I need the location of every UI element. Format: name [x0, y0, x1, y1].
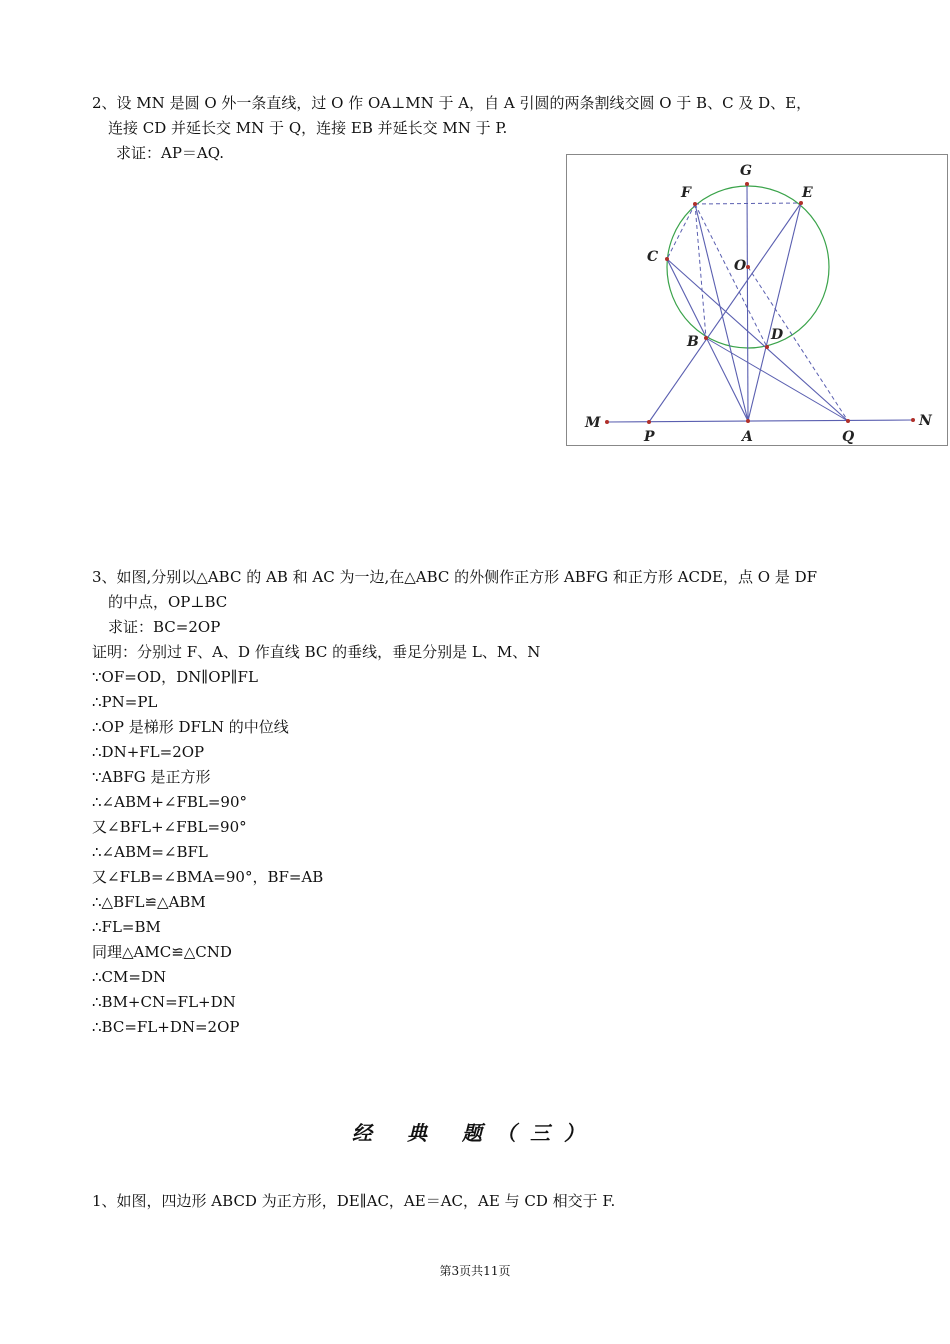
label-f: F	[681, 185, 691, 201]
proof-line: ∴∠ABM+∠FBL=90°	[92, 793, 248, 811]
proof-line: 又∠BFL+∠FBL=90°	[92, 818, 247, 836]
secant-ade	[748, 203, 801, 421]
line-ga	[747, 184, 748, 421]
problem2-line1: 2、设 MN 是圆 O 外一条直线，过 O 作 OA⊥MN 于 A，自 A 引圆的两条割线交圆 O 于 B、C 及 D、E，	[92, 94, 812, 112]
dash-fe	[695, 203, 801, 204]
line-fa	[695, 204, 748, 421]
proof-line: 证明：分别过 F、A、D 作直线 BC 的垂线，垂足分别是 L、M、N	[92, 643, 541, 661]
proof-line: 同理△AMC≌△CND	[92, 943, 232, 961]
secant-abc	[667, 259, 748, 421]
label-q: Q	[842, 429, 855, 445]
section-title: 经 典 题（三）	[352, 1121, 598, 1145]
problem1-line1: 1、如图，四边形 ABCD 为正方形，DE∥AC，AE＝AC，AE 与 CD 相交于 F.	[92, 1192, 616, 1210]
proof-line: ∵ABFG 是正方形	[92, 768, 211, 786]
proof-line: ∵OF=OD，DN∥OP∥FL	[92, 668, 258, 686]
proof-line: ∴OP 是梯形 DFLN 的中位线	[92, 718, 289, 736]
proof-line: ∴BM+CN=FL+DN	[92, 993, 236, 1011]
geometry-diagram	[567, 155, 947, 445]
proof-line: ∴∠ABM=∠BFL	[92, 843, 208, 861]
label-a: A	[742, 429, 753, 445]
problem2-line2: 连接 CD 并延长交 MN 于 Q，连接 EB 并延长交 MN 于 P.	[108, 119, 508, 137]
label-o: O	[734, 258, 747, 274]
label-c: C	[647, 249, 659, 265]
dash-fc	[667, 204, 695, 259]
label-n: N	[919, 413, 932, 429]
page-footer: 第3页共11页	[439, 1264, 511, 1278]
dash-fd	[695, 204, 767, 347]
label-b: B	[687, 334, 699, 350]
label-g: G	[740, 163, 752, 179]
proof-line: ∴BC=FL+DN=2OP	[92, 1018, 240, 1036]
dash-oq	[748, 267, 848, 421]
proof-line: ∴△BFL≌△ABM	[92, 893, 206, 911]
line-ep	[649, 203, 801, 422]
proof-line: ∴DN+FL=2OP	[92, 743, 205, 761]
label-m: M	[585, 415, 601, 431]
proof-line: ∴CM=DN	[92, 968, 167, 986]
problem2-figure	[566, 154, 948, 446]
problem3-line2: 的中点，OP⊥BC	[108, 593, 228, 611]
proof-line: ∴FL=BM	[92, 918, 161, 936]
label-e: E	[802, 185, 813, 201]
problem2-line3: 求证：AP＝AQ.	[116, 144, 225, 162]
line-mn	[607, 420, 913, 422]
problem3-line1: 3、如图,分别以△ABC 的 AB 和 AC 为一边,在△ABC 的外侧作正方形 ABFG 和正方形 ACDE，点 O 是 DF	[92, 568, 818, 586]
label-p: P	[644, 429, 655, 445]
problem3-line3: 求证：BC=2OP	[108, 618, 221, 636]
proof-line: 又∠FLB=∠BMA=90°，BF=AB	[92, 868, 324, 886]
proof-line: ∴PN=PL	[92, 693, 158, 711]
points	[605, 182, 915, 424]
label-d: D	[771, 327, 784, 343]
